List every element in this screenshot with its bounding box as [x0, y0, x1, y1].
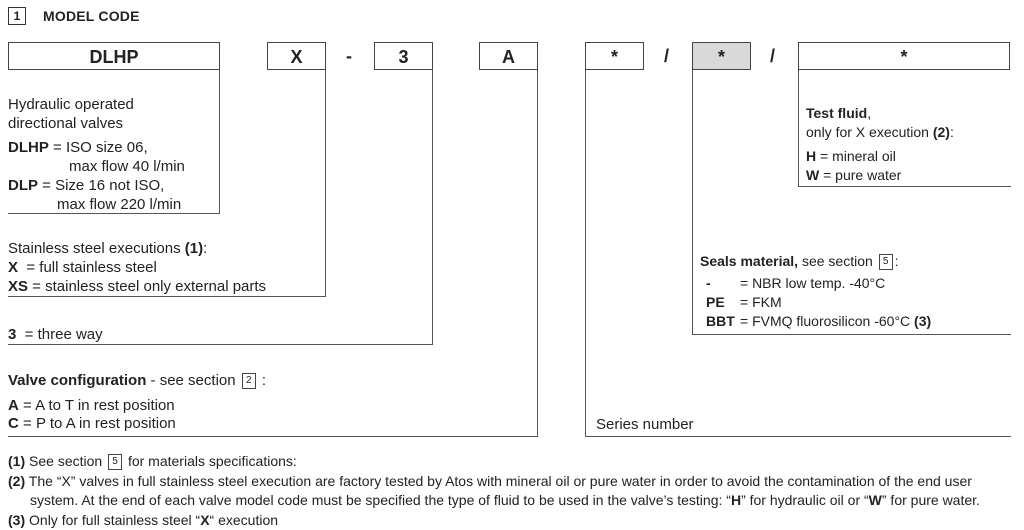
seals-pe-value: = FKM: [740, 294, 782, 310]
stainless-x-line: [8, 258, 157, 277]
dlhp-value: = ISO size 06,: [48, 139, 148, 156]
valve-dlhp-flow: max flow 40 l/min: [69, 158, 185, 175]
fluid-subtitle: [806, 123, 954, 142]
fluid-w-line: [806, 166, 901, 185]
stainless-xs-key: XS: [8, 278, 29, 295]
seals-nbr-key: -: [706, 275, 711, 291]
footnote-2-cont-c: ” for pure water.: [881, 492, 980, 508]
footnote-2-text: The “X” valves in full stainless steel execution are factory tested by Atos with mineral oil or pure water in order to avoid the contamination of the end user: [25, 472, 972, 489]
valve-dlp-flow: max flow 220 l/min: [57, 196, 182, 213]
footnotes: [8, 452, 980, 530]
stainless-title-text: Stainless steel executions: [8, 240, 185, 257]
config-title-rest: - see section: [146, 372, 240, 389]
config-title-text: Valve configuration: [8, 372, 147, 389]
seals-item-nbr: [706, 274, 885, 293]
valve-desc-2: directional valves: [8, 115, 124, 132]
dlp-value: = Size 16 not ISO,: [38, 177, 165, 194]
footnote-3-number: (3): [8, 511, 26, 528]
three-way-key: 3: [8, 326, 17, 343]
code-fluid-box: *: [798, 42, 1010, 70]
code-series-box: *: [585, 42, 644, 70]
dlhp-key: DLHP: [8, 139, 49, 156]
footnote-2: [8, 472, 980, 492]
stainless-xs-value: = stainless steel only external parts: [28, 278, 267, 295]
seals-colon: :: [894, 253, 899, 269]
seals-nbr-value: = NBR low temp. -40°C: [740, 275, 886, 291]
footnote-2-cont-b: ” for hydraulic oil or “: [741, 492, 869, 508]
footnote-3-x: X: [200, 511, 210, 528]
three-way-line: [8, 325, 103, 344]
fluid-h-line: [806, 147, 896, 166]
footnote-2-cont-a: system. At the end of each valve model code must be specified the type of fluid to be used in the valve’s testing: “: [30, 492, 731, 508]
code-3-box: 3: [374, 42, 433, 70]
footnote-1-text-b: for materials specifications:: [124, 453, 297, 469]
seals-bbt-note: (3): [914, 313, 932, 329]
config-colon: :: [257, 372, 267, 389]
fluid-subtitle-colon: :: [949, 124, 954, 140]
seals-section-ref: 5: [879, 254, 893, 270]
valve-desc-1: Hydraulic operated: [8, 96, 134, 113]
valve-dlhp-line: [8, 138, 148, 157]
seals-title: [700, 252, 899, 271]
seals-item-bbt: [706, 312, 931, 331]
stainless-x-value: = full stainless steel: [18, 259, 157, 276]
fluid-w-key: W: [806, 167, 820, 183]
config-a-key: A: [8, 397, 19, 414]
footnote-1: [8, 452, 980, 472]
fluid-subtitle-text: only for X execution: [806, 124, 933, 140]
footnote-1-text-a: See section: [25, 453, 107, 469]
fluid-title: [806, 104, 871, 123]
config-c-line: [8, 414, 176, 433]
three-way-value: = three way: [16, 326, 103, 343]
seals-title-text: Seals material,: [700, 253, 799, 269]
series-number-label: Series number: [596, 416, 694, 433]
fluid-title-text: Test fluid: [806, 105, 868, 121]
footnote-3-text-b: “ execution: [209, 511, 279, 528]
fluid-note-ref: (2): [932, 124, 950, 140]
stainless-note-ref: (1): [184, 240, 204, 257]
code-slash-1: /: [664, 46, 670, 66]
code-seals-box: *: [692, 42, 751, 70]
valve-dlp-line: [8, 176, 164, 195]
footnote-1-section-ref: 5: [108, 454, 122, 470]
seals-bbt-value: = FVMQ fluorosilicon -60°C: [740, 313, 915, 329]
seals-item-pe: [706, 293, 782, 312]
stainless-x-key: X: [8, 259, 19, 276]
config-title: [8, 371, 266, 390]
config-a-line: [8, 396, 175, 415]
footnote-1-number: (1): [8, 453, 26, 469]
footnote-2-w: W: [868, 492, 882, 508]
config-c-key: C: [8, 415, 19, 432]
stainless-title: [8, 239, 207, 258]
config-section-ref: 2: [242, 373, 256, 389]
config-a-value: = A to T in rest position: [18, 397, 175, 414]
code-x-box: X: [267, 42, 326, 70]
code-dlhp-box: DLHP: [8, 42, 220, 70]
fluid-h-value: = mineral oil: [816, 148, 896, 164]
seals-pe-key: PE: [706, 294, 725, 310]
fluid-w-value: = pure water: [819, 167, 902, 183]
footnote-2-h: H: [730, 492, 742, 508]
code-slash-2: /: [770, 46, 776, 66]
footnote-3: [8, 511, 980, 530]
section-number-box: 1: [8, 7, 26, 25]
seals-bbt-key: BBT: [706, 313, 735, 329]
stainless-colon: :: [203, 240, 208, 257]
section-title: MODEL CODE: [43, 8, 140, 24]
footnote-2-continuation: [8, 491, 980, 511]
code-dash: -: [346, 46, 352, 66]
dlp-key: DLP: [8, 177, 38, 194]
code-a-box: A: [479, 42, 538, 70]
fluid-h-key: H: [806, 148, 817, 164]
footnote-2-number: (2): [8, 472, 26, 489]
seals-title-rest: see section: [798, 253, 877, 269]
fluid-title-comma: ,: [867, 105, 872, 121]
config-c-value: = P to A in rest position: [18, 415, 176, 432]
footnote-3-text-a: Only for full stainless steel “: [25, 511, 201, 528]
stainless-xs-line: [8, 277, 266, 296]
